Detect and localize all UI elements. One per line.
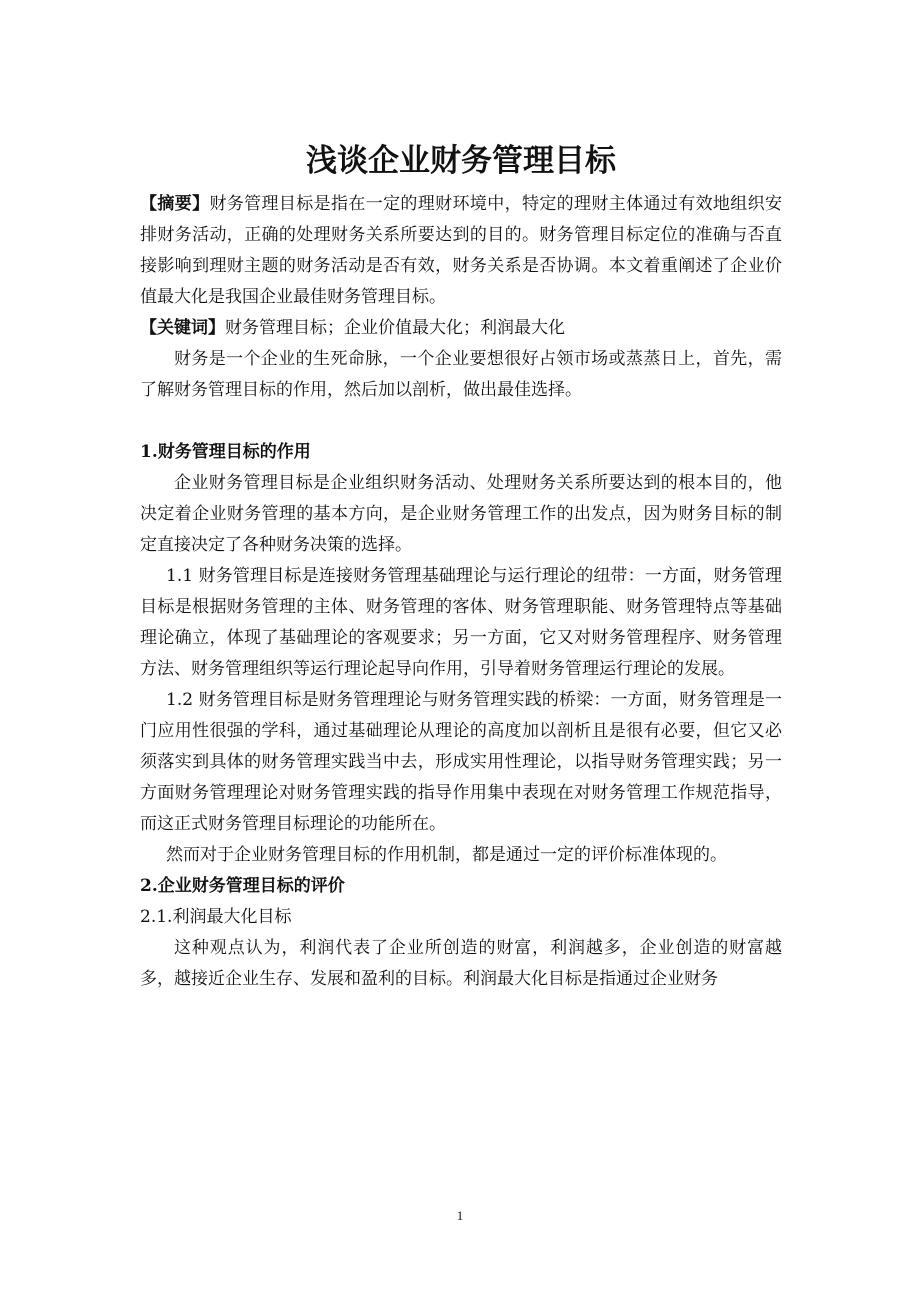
section-1-paragraph-summary: 然而对于企业财务管理目标的作用机制，都是通过一定的评价标准体现的。: [166, 845, 727, 865]
document-body: [140, 135, 782, 995]
abstract-label: 【摘要】: [140, 194, 210, 214]
section-2-paragraph-1: 这种观点认为，利润代表了企业所创造的财富，利润越多，企业创造的财富越多，越接近企业生存、发展和盈利的目标。利润最大化目标是指通过企业财务: [140, 938, 782, 989]
abstract-text: 财务管理目标是指在一定的理财环境中，特定的理财主体通过有效地组织安排财务活动，正确的处理财务关系所要达到的目的。财务管理目标定位的准确与否直接影响到理财主题的财务活动是否有效，财务关系是否协调。本文着重阐述了企业价值最大化是我国企业最佳财务管理目标。: [140, 194, 783, 307]
keywords-text: 财务管理目标；企业价值最大化；利润最大化: [225, 318, 565, 338]
section-1-paragraph-1-2: 1.2 财务管理目标是财务管理理论与财务管理实践的桥梁：一方面，财务管理是一门应用性很强的学科，通过基础理论从理论的高度加以剖析且是很有必要，但它又必须落实到具体的财务管理实践当中去，形成实用性理论，以指导财务管理实践；另一方面财务管理理论对财务管理实践的指导作用集中表现在对财务管理工作规范指导，而这正式财务管理目标理论的功能所在。: [140, 690, 782, 834]
intro-paragraph: 财务是一个企业的生死命脉，一个企业要想很好占领市场或蒸蒸日上，首先，需了解财务管理目标的作用，然后加以剖析，做出最佳选择。: [140, 349, 782, 400]
abstract-paragraph: [140, 189, 782, 313]
keywords-label: 【关键词】: [140, 318, 225, 338]
page-number: 1: [456, 1208, 464, 1223]
document-title: 浅谈企业财务管理目标: [306, 143, 616, 179]
section-1-paragraph-1-1: 1.1 财务管理目标是连接财务管理基础理论与运行理论的纽带：一方面，财务管理目标是根据财务管理的主体、财务管理的客体、财务管理职能、财务管理特点等基础理论确立，体现了基础理论的客观要求；另一方面，它又对财务管理程序、财务管理方法、财务管理组织等运行理论起导向作用，引导着财务管理运行理论的发展。: [140, 566, 782, 679]
section-2-1-heading: 2.1.利润最大化目标: [140, 907, 292, 927]
section-1-heading: 1.财务管理目标的作用: [140, 442, 311, 462]
section-1-paragraph-1: 企业财务管理目标是企业组织财务活动、处理财务关系所要达到的根本目的，他决定着企业财务管理的基本方向，是企业财务管理工作的出发点，因为财务目标的制定直接决定了各种财务决策的选择。: [140, 473, 782, 555]
blank-line: [140, 406, 782, 437]
section-2-heading: 2.企业财务管理目标的评价: [140, 876, 345, 896]
keywords-paragraph: [140, 313, 782, 344]
